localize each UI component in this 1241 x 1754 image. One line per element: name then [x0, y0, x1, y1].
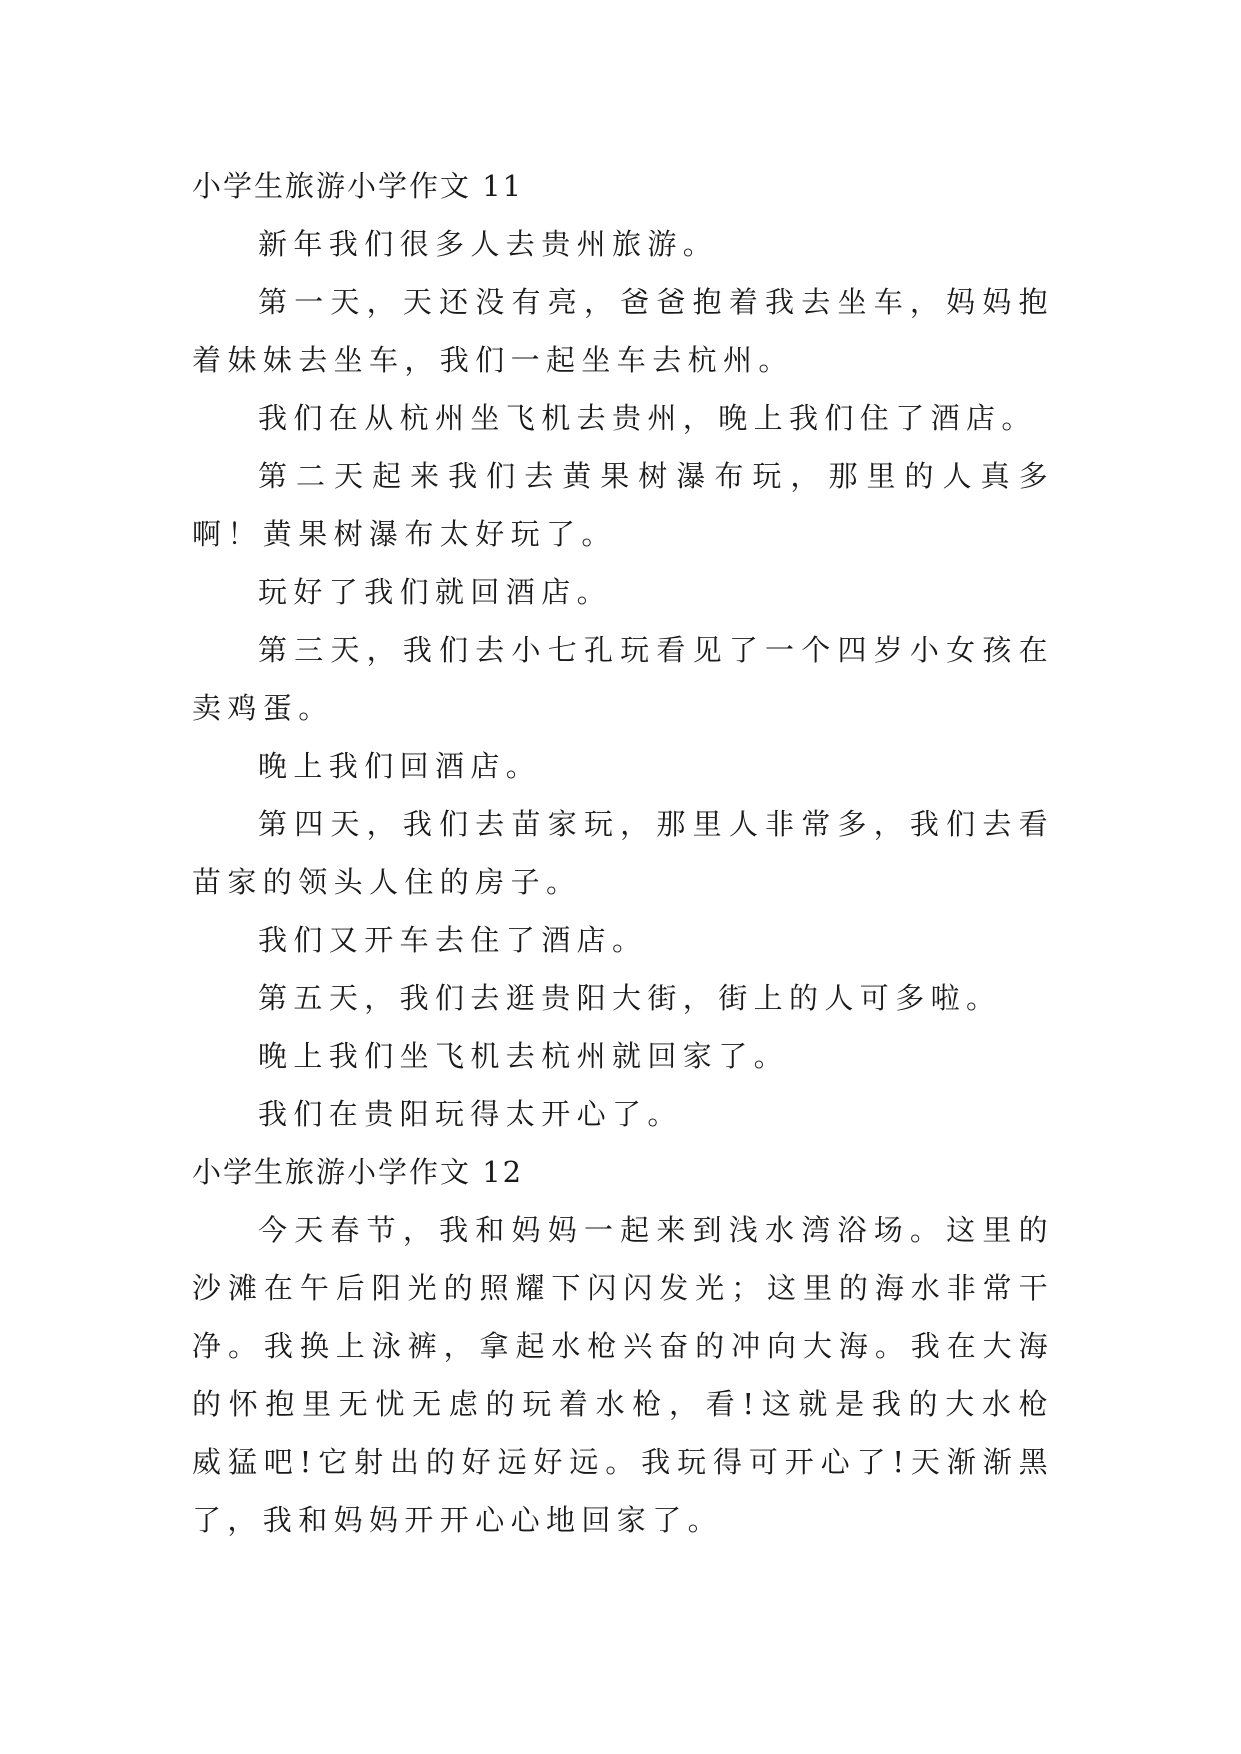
essay-title-12: 小学生旅游小学作文 12 — [192, 1155, 524, 1189]
paragraph: 第四天，我们去苗家玩，那里人非常多，我们去看苗家的领头人住的房子。 — [192, 807, 1054, 899]
paragraph: 我们又开车去住了酒店。 — [258, 923, 648, 957]
paragraph: 我们在贵阳玩得太开心了。 — [258, 1097, 683, 1131]
essay-title-11: 小学生旅游小学作文 11 — [192, 169, 524, 203]
paragraph: 今天春节，我和妈妈一起来到浅水湾浴场。这里的沙滩在午后阳光的照耀下闪闪发光；这里的海水非常干净。我换上泳裤，拿起水枪兴奋的冲向大海。我在大海的怀抱里无忧无虑的玩着水枪，看!这就是我的大水枪威猛吧!它射出的好远好远。我玩得可开心了!天渐渐黑了，我和妈妈开开心心地回家了。 — [192, 1213, 1054, 1537]
paragraph: 第五天，我们去逛贵阳大街，街上的人可多啦。 — [258, 981, 1002, 1015]
paragraph: 玩好了我们就回酒店。 — [258, 575, 613, 609]
paragraph: 第一天，天还没有亮，爸爸抱着我去坐车，妈妈抱着妹妹去坐车，我们一起坐车去杭州。 — [192, 285, 1054, 377]
paragraph: 我们在从杭州坐飞机去贵州，晚上我们住了酒店。 — [258, 401, 1037, 435]
paragraph: 第三天，我们去小七孔玩看见了一个四岁小女孩在卖鸡蛋。 — [192, 633, 1054, 725]
paragraph: 新年我们很多人去贵州旅游。 — [258, 227, 719, 261]
document-body — [192, 157, 1054, 1549]
paragraph: 晚上我们坐飞机去杭州就回家了。 — [258, 1039, 790, 1073]
paragraph: 第二天起来我们去黄果树瀑布玩，那里的人真多啊！黄果树瀑布太好玩了。 — [192, 459, 1054, 551]
paragraph: 晚上我们回酒店。 — [258, 749, 542, 783]
